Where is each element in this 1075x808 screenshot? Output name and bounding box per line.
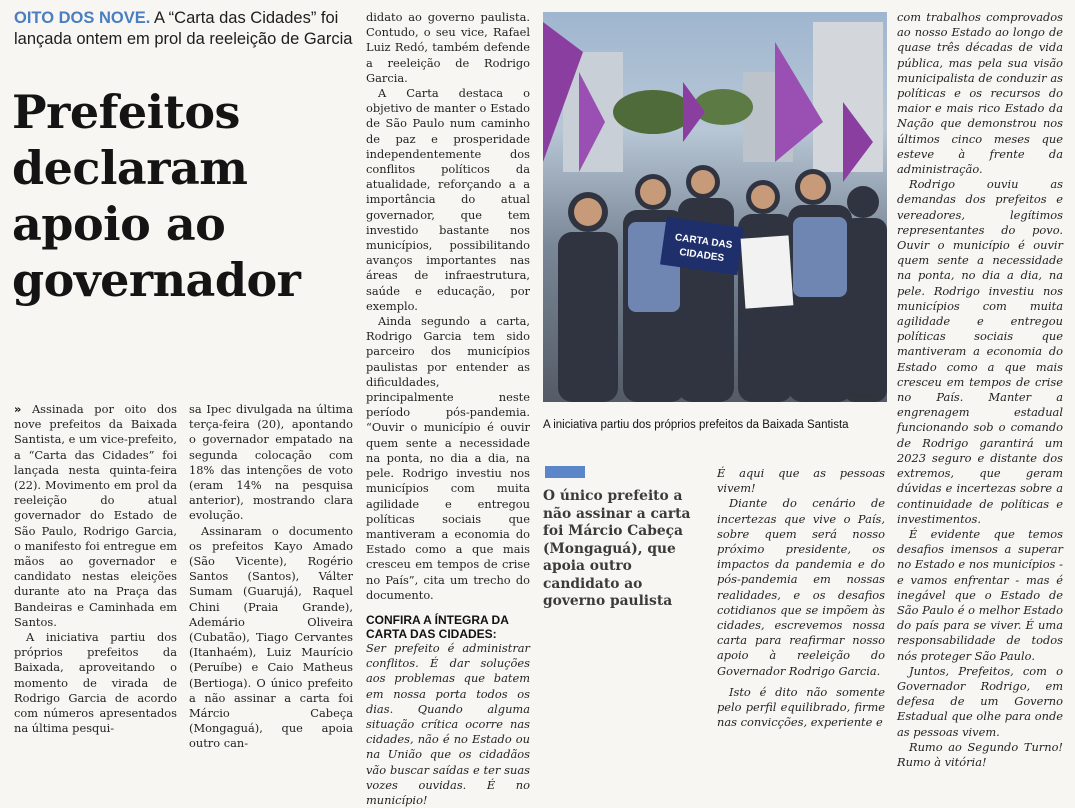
paragraph: didato ao governo paulista. Contudo, o seu vice, Rafael Luiz Redó, também defende a reeleição de Rodrigo Garcia. xyxy=(366,10,530,85)
news-photo xyxy=(543,12,887,402)
headline-line-2: declaram xyxy=(12,141,248,195)
kicker-tag: OITO DOS NOVE. xyxy=(14,9,151,27)
letter-paragraph: É aqui que as pessoas vivem! xyxy=(717,466,885,496)
crowd-illustration xyxy=(543,12,887,402)
letter-paragraph: Rumo ao Segundo Turno! Rumo à vitória! xyxy=(897,739,1063,769)
letter-paragraph: Rodrigo ouviu as demandas dos prefeitos e vereadores, legítimos representantes do povo. Ouvir o município é ouvir quem sente a necessidade na ponta, no dia a dia, na pele. Rodrigo investiu nos municípios com muita agilidade e entregou políticas sociais que mantiveram a economia do Estado como a que mais cresceu em tempos de crise no País. Manter a engrenagem estadual funcionando sob o comando de Rodrigo garantirá um 2023 seguro e distante dos extremos, que geram dúvidas e incertezas sobre a continuidade de políticas e investimentos. xyxy=(897,177,1063,526)
letter-paragraph: Isto é dito não somente pelo perfil equilibrado, firme nas convicções, experiente e xyxy=(717,684,885,730)
lead-marker-icon: » xyxy=(14,402,22,416)
photo-caption: A iniciativa partiu dos próprios prefeitos da Baixada Santista xyxy=(543,419,849,431)
paragraph: Ainda segundo a carta, Rodrigo Garcia tem sido parceiro dos municípios paulistas por entender as dificuldades, principalmente neste período pós-pandemia. “Ouvir o município é ouvir quem sente a necessidade na ponta, no dia a dia, na pele. Rodrigo investiu nos municípios com muita agilidade e entregou políticas sociais que mantiveram a economia do Estado como a que mais cresceu em tempos de crise no País”, cita um trecho do documento. xyxy=(366,314,530,602)
paragraph: A Carta destaca o objetivo de manter o Estado de São Paulo num caminho de paz e prosperidade independentemente dos conflitos políticos da atualidade, reforçando a a importância do atual governador, que tem investido bastante nos municípios, possibilitando avanços importantes nas áreas de infraestrutura, saúde e educação, por exemplo. xyxy=(366,86,530,313)
kicker-text: A “Carta das Cidades” foi lançada ontem em prol da reeleição de Garcia xyxy=(14,9,353,48)
headline-line-1: Prefeitos xyxy=(12,85,240,139)
paragraph: sa Ipec divulgada na última terça-feira (20), apontando o governador empatado na segunda colocação com 18% das intenções de voto (eram 14% na pesquisa anterior), mostrando clara evolução. xyxy=(189,402,353,523)
letter-paragraph: É evidente que temos desafios imensos a superar no Estado e nos municípios - e vamos enfrentar - mas é inegável que o Estado de São Paulo é o melhor Estado do país para se viver. É uma responsabilidade de todos nós proteger São Paulo. xyxy=(897,526,1063,663)
kicker xyxy=(14,8,360,50)
article-column-1 xyxy=(14,402,177,736)
paragraph: Assinaram o documento os prefeitos Kayo Amado (São Vicente), Rogério Santos (Santos), Válter Sumam (Guarujá), Raquel Chini (Praia Grande), Ademário Oliveira (Cubatão), Tiago Cervantes (Itanhaém), Luiz Maurício (Peruíbe) e Caio Matheus (Bertioga). O único prefeito a não assinar a carta foi Márcio Cabeça (Mongaguá), que apoia outro can- xyxy=(189,523,353,751)
letter-paragraph: com trabalhos comprovados ao nosso Estado ao longo de quase três décadas de vida pública, mas pela sua visão municipalista de conduzir as políticas e os recursos do maior e mais rico Estado da Nação que demonstrou nos últimos cinco meses que esteve à frente da administração. xyxy=(897,10,1063,177)
headline xyxy=(12,84,362,308)
headline-line-3: apoio ao xyxy=(12,197,226,251)
paragraph: A iniciativa partiu dos próprios prefeitos da Baixada, aproveitando o momento de virada de Rodrigo Garcia de acordo com números apresentados na última pesqui- xyxy=(14,630,177,736)
callout-accent-bar xyxy=(545,466,585,478)
letter-column-6 xyxy=(897,10,1063,770)
pull-quote: O único prefeito a não assinar a carta foi Márcio Cabeça (Mongaguá), que apoia outro candidato ao governo paulista xyxy=(543,488,691,609)
letter-paragraph: Juntos, Prefeitos, com o Governador Rodrigo, em defesa de um Governo Estadual que olhe para onde as pessoas vivem. xyxy=(897,663,1063,739)
article-column-2 xyxy=(189,402,353,752)
letter-paragraph: Ser prefeito é administrar conflitos. É dar soluções aos problemas que batem em nossa porta todos os dias. Quando alguma situação crítica ocorre nas cidades, não é no Estado ou na União que os cidadãos vão buscar saídas e ter suas vozes ouvidas. É no município! xyxy=(366,640,530,807)
photo-credit: Divulgação xyxy=(848,392,881,399)
sign-line-1: CARTA DAS xyxy=(674,232,733,252)
article-column-3 xyxy=(366,10,530,808)
headline-line-4: governador xyxy=(12,253,301,307)
lead-paragraph: » Assinada por oito dos nove prefeitos da Baixada Santista, e um vice-prefeito, a “Carta das Cidades” foi lançada nesta quinta-feira (22). Movimento em prol da reeleição do atual governador do Estado de São Paulo, Rodrigo Garcia, o manifesto foi entregue em mãos ao governador e candidato nestas eleições durante ato na Praça das Bandeiras e Caminhada em Santos. xyxy=(14,402,177,629)
letter-column-5 xyxy=(717,466,885,730)
letter-paragraph: Diante do cenário de incertezas que vive o País, sobre quem será nosso próximo presidente, os impactos da pandemia e do pós-pandemia em nossas realidades, e os desafios cotidianos que se impõem às cidades, escrevemos nossa carta para reafirmar nosso apoio à reeleição do Governador Rodrigo Garcia. xyxy=(717,496,885,678)
sign-line-2: CIDADES xyxy=(678,246,725,265)
letter-subhead: CONFIRA A ÍNTEGRA DA CARTA DAS CIDADES: xyxy=(366,612,509,641)
